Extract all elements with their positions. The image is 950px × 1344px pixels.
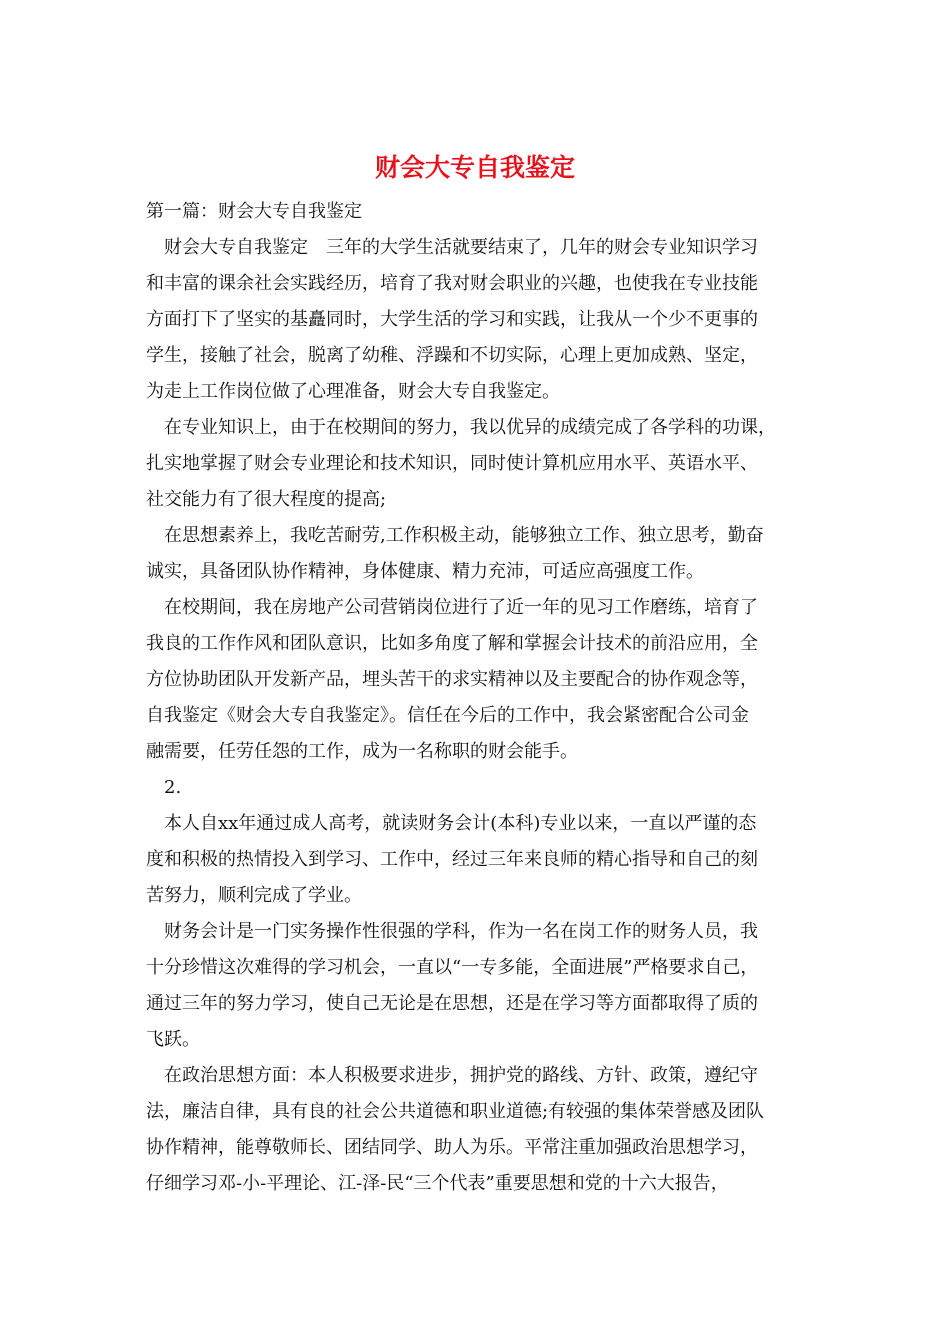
document-title: 财会大专自我鉴定 <box>374 153 575 182</box>
text-line: 飞跃。 <box>146 1029 200 1050</box>
text-line: 在专业知识上，由于在校期间的努力，我以优异的成绩完成了各学科的功课， <box>164 417 776 438</box>
text-line: 财务会计是一门实务操作性很强的学科，作为一名在岗工作的财务人员，我 <box>164 921 758 942</box>
text-line: 第一篇：财会大专自我鉴定 <box>146 201 362 222</box>
text-line: 方位协助团队开发新产品，埋头苦干的求实精神以及主要配合的协作观念等， <box>146 669 758 690</box>
text-line: 诚实，具备团队协作精神，身体健康、精力充沛，可适应高强度工作。 <box>146 561 704 582</box>
document-body <box>146 194 806 1202</box>
text-line: 本人自xx年通过成人高考，就读财务会计(本科)专业以来，一直以严谨的态 <box>164 813 757 834</box>
text-line: 融需要，任劳任怨的工作，成为一名称职的财会能手。 <box>146 741 578 762</box>
text-line: 在思想素养上，我吃苦耐劳,工作积极主动，能够独立工作、独立思考，勤奋 <box>164 525 764 546</box>
text-line: 扎实地掌握了财会专业理论和技术知识，同时使计算机应用水平、英语水平、 <box>146 453 758 474</box>
text-line: 2. <box>164 777 182 798</box>
text-line: 协作精神，能尊敬师长、团结同学、助人为乐。平常注重加强政治思想学习， <box>146 1137 758 1158</box>
text-line: 自我鉴定《财会大专自我鉴定》。信任在今后的工作中，我会紧密配合公司金 <box>146 705 749 726</box>
text-line: 通过三年的努力学习，使自己无论是在思想，还是在学习等方面都取得了质的 <box>146 993 758 1014</box>
text-line: 为走上工作岗位做了心理准备，财会大专自我鉴定。 <box>146 381 560 402</box>
text-line: 苦努力，顺利完成了学业。 <box>146 885 362 906</box>
text-line: 财会大专自我鉴定 三年的大学生活就要结束了，几年的财会专业知识学习 <box>164 237 758 258</box>
text-line: 法，廉洁自律，具有良的社会公共道德和职业道德;有较强的集体荣誉感及团队 <box>146 1101 765 1122</box>
text-line: 在校期间，我在房地产公司营销岗位进行了近一年的见习工作磨练，培育了 <box>164 597 758 618</box>
text-line: 学生，接触了社会，脱离了幼稚、浮躁和不切实际，心理上更加成熟、坚定， <box>146 345 758 366</box>
text-line: 度和积极的热情投入到学习、工作中，经过三年来良师的精心指导和自己的刻 <box>146 849 758 870</box>
text-line: 仔细学习邓-小-平理论、江-泽-民“三个代表”重要思想和党的十六大报告， <box>146 1173 729 1194</box>
text-line: 在政治思想方面：本人积极要求进步，拥护党的路线、方针、政策，遵纪守 <box>164 1065 758 1086</box>
text-line: 我良的工作作风和团队意识，比如多角度了解和掌握会计技术的前沿应用，全 <box>146 633 758 654</box>
text-line: 方面打下了坚实的基矗同时，大学生活的学习和实践，让我从一个少不更事的 <box>146 309 758 330</box>
text-line: 社交能力有了很大程度的提高; <box>146 489 387 510</box>
text-line: 十分珍惜这次难得的学习机会，一直以“一专多能，全面进展”严格要求自己， <box>146 957 759 978</box>
text-line: 和丰富的课余社会实践经历，培育了我对财会职业的兴趣，也使我在专业技能 <box>146 273 758 294</box>
